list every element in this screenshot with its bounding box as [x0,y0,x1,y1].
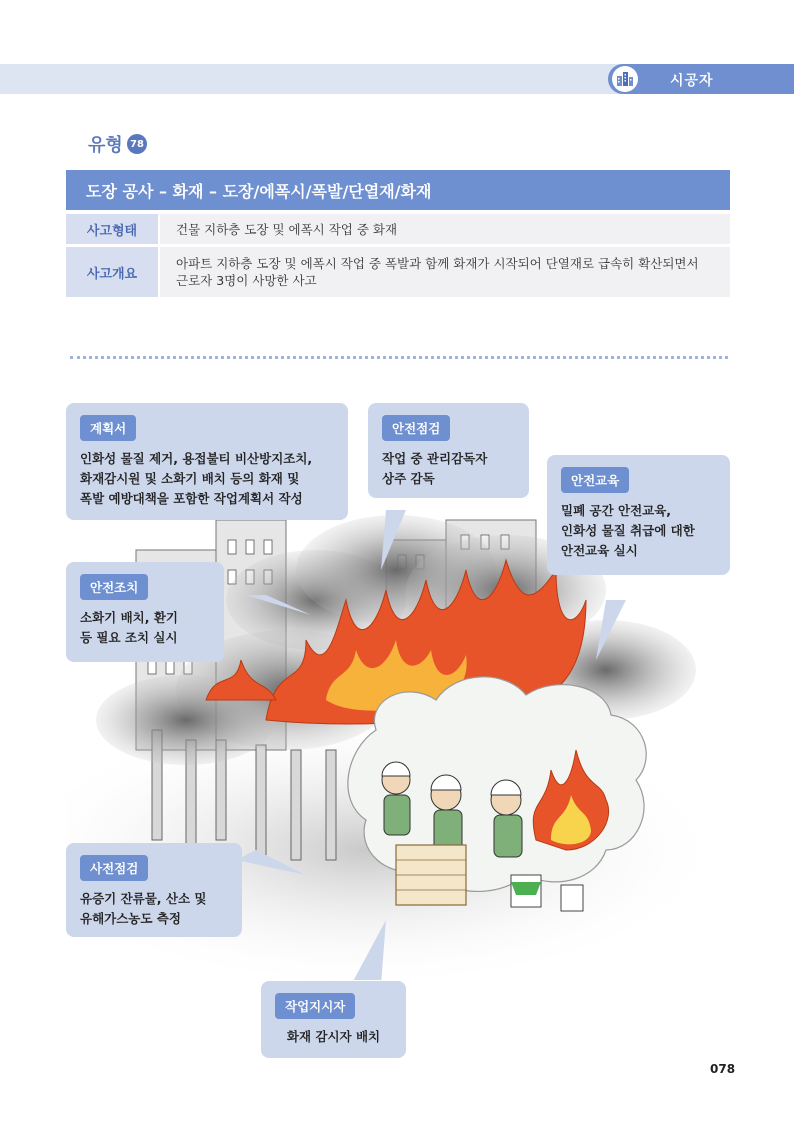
row-label: 사고형태 [66,214,158,244]
callout-line: 인화성 물질 취급에 대한 [561,523,695,538]
callout-line: 작업 중 관리감독자 [382,451,488,466]
callout-line: 폭발 예방대책을 포함한 작업계획서 작성 [80,491,303,506]
callout-measures [66,562,224,662]
callout-text [382,449,515,489]
callout-text [80,449,334,509]
row-value-line: 건물 지하층 도장 및 에폭시 작업 중 화재 [176,221,398,237]
callout-text [561,501,716,561]
callout-line: 안전교육 실시 [561,543,638,558]
row-value [160,214,730,244]
type-title: 유형 [88,135,123,156]
callout-line: 등 필요 조치 실시 [80,630,178,645]
callout-text [80,889,228,929]
callout-line: 상주 감독 [382,471,435,486]
callout-inspection [368,403,529,498]
callout-supervisor [261,981,406,1058]
page-number: 078 [710,1062,736,1076]
callout-education [547,455,730,575]
row-value [160,247,730,297]
row-value-line: 아파트 지하층 도장 및 에폭시 작업 중 폭발과 함께 화재가 시작되어 단열재로 급속히 확산되면서 [176,256,699,271]
callout-line: 화재 감시자 배치 [286,1029,381,1044]
callout-tag: 안전교육 [561,467,629,493]
building-icon [612,66,638,92]
header-pill [608,64,794,94]
callout-text [80,608,210,648]
row-value-line: 근로자 3명이 사망한 사고 [176,273,317,288]
callout-plan [66,403,348,520]
callout-line: 밀폐 공간 안전교육, [561,503,672,518]
info-row-accident-type [66,214,730,244]
callout-text [275,1027,392,1047]
callout-tag: 계획서 [80,415,136,441]
callout-line: 화재감시원 및 소화기 배치 등의 화재 및 [80,471,300,486]
callout-tag: 사전점검 [80,855,148,881]
callout-tag: 안전조치 [80,574,148,600]
main-title: 도장 공사 – 화재 – 도장/에폭시/폭발/단열재/화재 [66,170,730,210]
callout-precheck [66,843,242,937]
row-label: 사고개요 [66,247,158,297]
callout-line: 인화성 물질 제거, 용접불티 비산방지조치, [80,451,313,466]
callout-tag: 안전점검 [382,415,450,441]
header-role-label: 시공자 [670,73,714,89]
dotted-divider [70,356,728,359]
callout-tag: 작업지시자 [275,993,355,1019]
callout-line: 유해가스농도 측정 [80,911,181,926]
callout-line: 소화기 배치, 환기 [80,610,178,625]
type-number-badge: 78 [127,134,147,154]
info-row-accident-summary [66,247,730,297]
callout-line: 유증기 잔류물, 산소 및 [80,891,207,906]
